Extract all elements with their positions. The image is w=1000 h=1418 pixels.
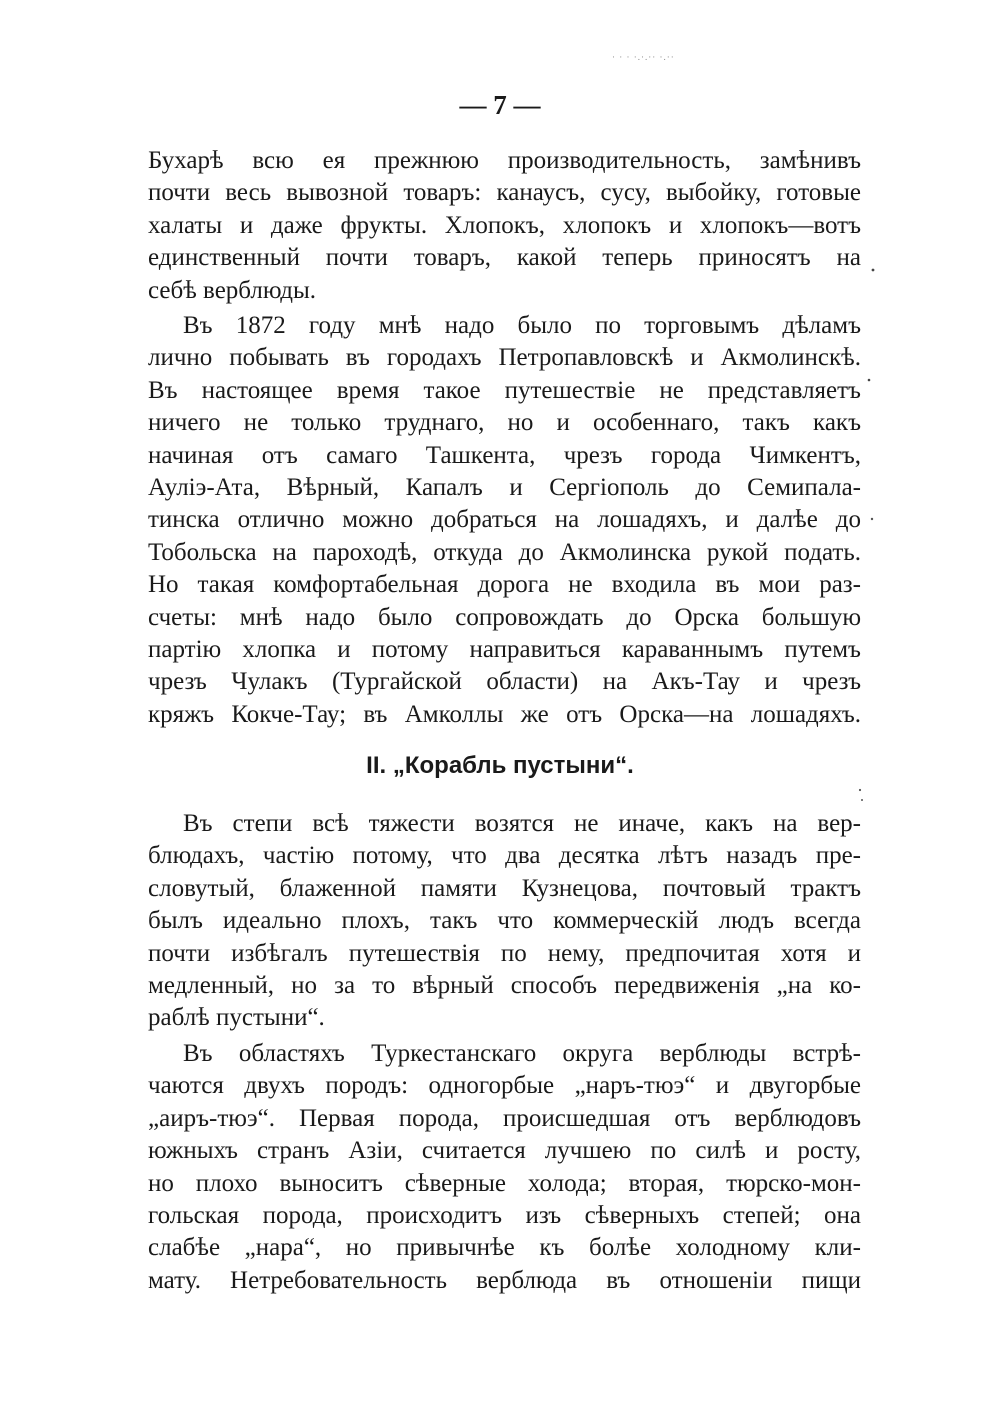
text-line: Въ степи всѣ тяжести возятся не иначе, какъ на вер- <box>183 810 861 837</box>
section-heading: II. „Корабль пустыни“. <box>366 752 634 779</box>
text-line: почти избѣгалъ путешествія по нему, предпочитая хотя и <box>148 939 861 967</box>
text-line: Бухарѣ всю ея прежнюю производительность, замѣнивъ <box>148 147 861 174</box>
text-line: „аиръ-тюэ“. Первая порода, происшедшая отъ верблюдовъ <box>148 1104 861 1132</box>
text-line: ничего не только труднаго, но и особеннаго, такъ какъ <box>148 409 861 437</box>
text-line: чрезъ Чулакъ (Тургайской области) на Акъ-Тау и чрезъ <box>148 668 861 696</box>
text-line: себѣ верблюды. <box>148 276 317 304</box>
text-line: гольская порода, происходитъ изъ сѣверныхъ степей; она <box>148 1201 861 1229</box>
text-line: счеты: мнѣ надо было сопровождать до Орска большую <box>148 603 861 631</box>
text-line: Въ областяхъ Туркестанскаго округа верблюды встрѣ- <box>183 1040 861 1067</box>
text-line: начиная отъ самаго Ташкента, чрезъ города Чимкентъ, <box>148 441 861 469</box>
text-line: Но такая комфортабельная дорога не входила въ мои раз- <box>148 571 861 599</box>
text-line: Въ настоящее время такое путешествіе не представляетъ <box>148 376 861 404</box>
text-line: блюдахъ, частію потому, что два десятка лѣтъ назадъ пре- <box>148 842 861 870</box>
text-line: раблѣ пустыни“. <box>148 1004 325 1032</box>
text-line: Ауліэ-Ата, Вѣрный, Капалъ и Сергіополь до Семипала- <box>148 473 861 501</box>
text-line: южныхъ странъ Азіи, считается лучшею по силѣ и росту, <box>148 1137 861 1165</box>
library-stamp: · · · ·.·.·· ·.·· <box>612 52 675 62</box>
text-line: Въ 1872 году мнѣ надо было по торговымъ дѣламъ <box>183 312 861 339</box>
text-line: слабѣе „нара“, но привычнѣе къ болѣе холодному кли- <box>148 1234 861 1262</box>
text-line: лично побывать въ городахъ Петропавловскѣ и Акмолинскѣ. <box>148 344 861 372</box>
text-line: кряжъ Кокче-Тау; въ Амколлы же отъ Орска—на лошадяхъ. <box>148 700 861 728</box>
text-line: единственный почти товаръ, какой теперь приносятъ на <box>148 244 861 272</box>
text-line: халаты и даже фрукты. Хлопокъ, хлопокъ и хлопокъ—вотъ <box>148 211 861 239</box>
text-line: мату. Нетребовательность верблюда въ отношеніи пищи <box>148 1266 861 1294</box>
text-line: Тобольска на пароходѣ, откуда до Акмолинска рукой подать. <box>148 538 861 566</box>
text-line: партію хлопка и потому направиться караваннымъ путемъ <box>148 635 861 663</box>
page-number: — 7 — <box>459 90 541 120</box>
text-line: но плохо выноситъ сѣверные холода; вторая, тюрско-мон- <box>148 1169 861 1197</box>
text-line: медленный, но за то вѣрный способъ передвиженія „на ко- <box>148 971 861 999</box>
text-line: словутый, блаженной памяти Кузнецова, почтовый трактъ <box>148 874 861 902</box>
text-line: чаются двухъ породъ: одногорбые „наръ-тюэ“ и двугорбые <box>148 1072 861 1100</box>
text-line: былъ идеально плохъ, такъ что коммерческій людъ всегда <box>148 907 861 935</box>
text-line: тинска отлично можно добраться на лошадяхъ, и далѣе до <box>148 506 861 534</box>
text-line: почти весь вывозной товаръ: канаусъ, сусу, выбойку, готовые <box>148 179 861 207</box>
